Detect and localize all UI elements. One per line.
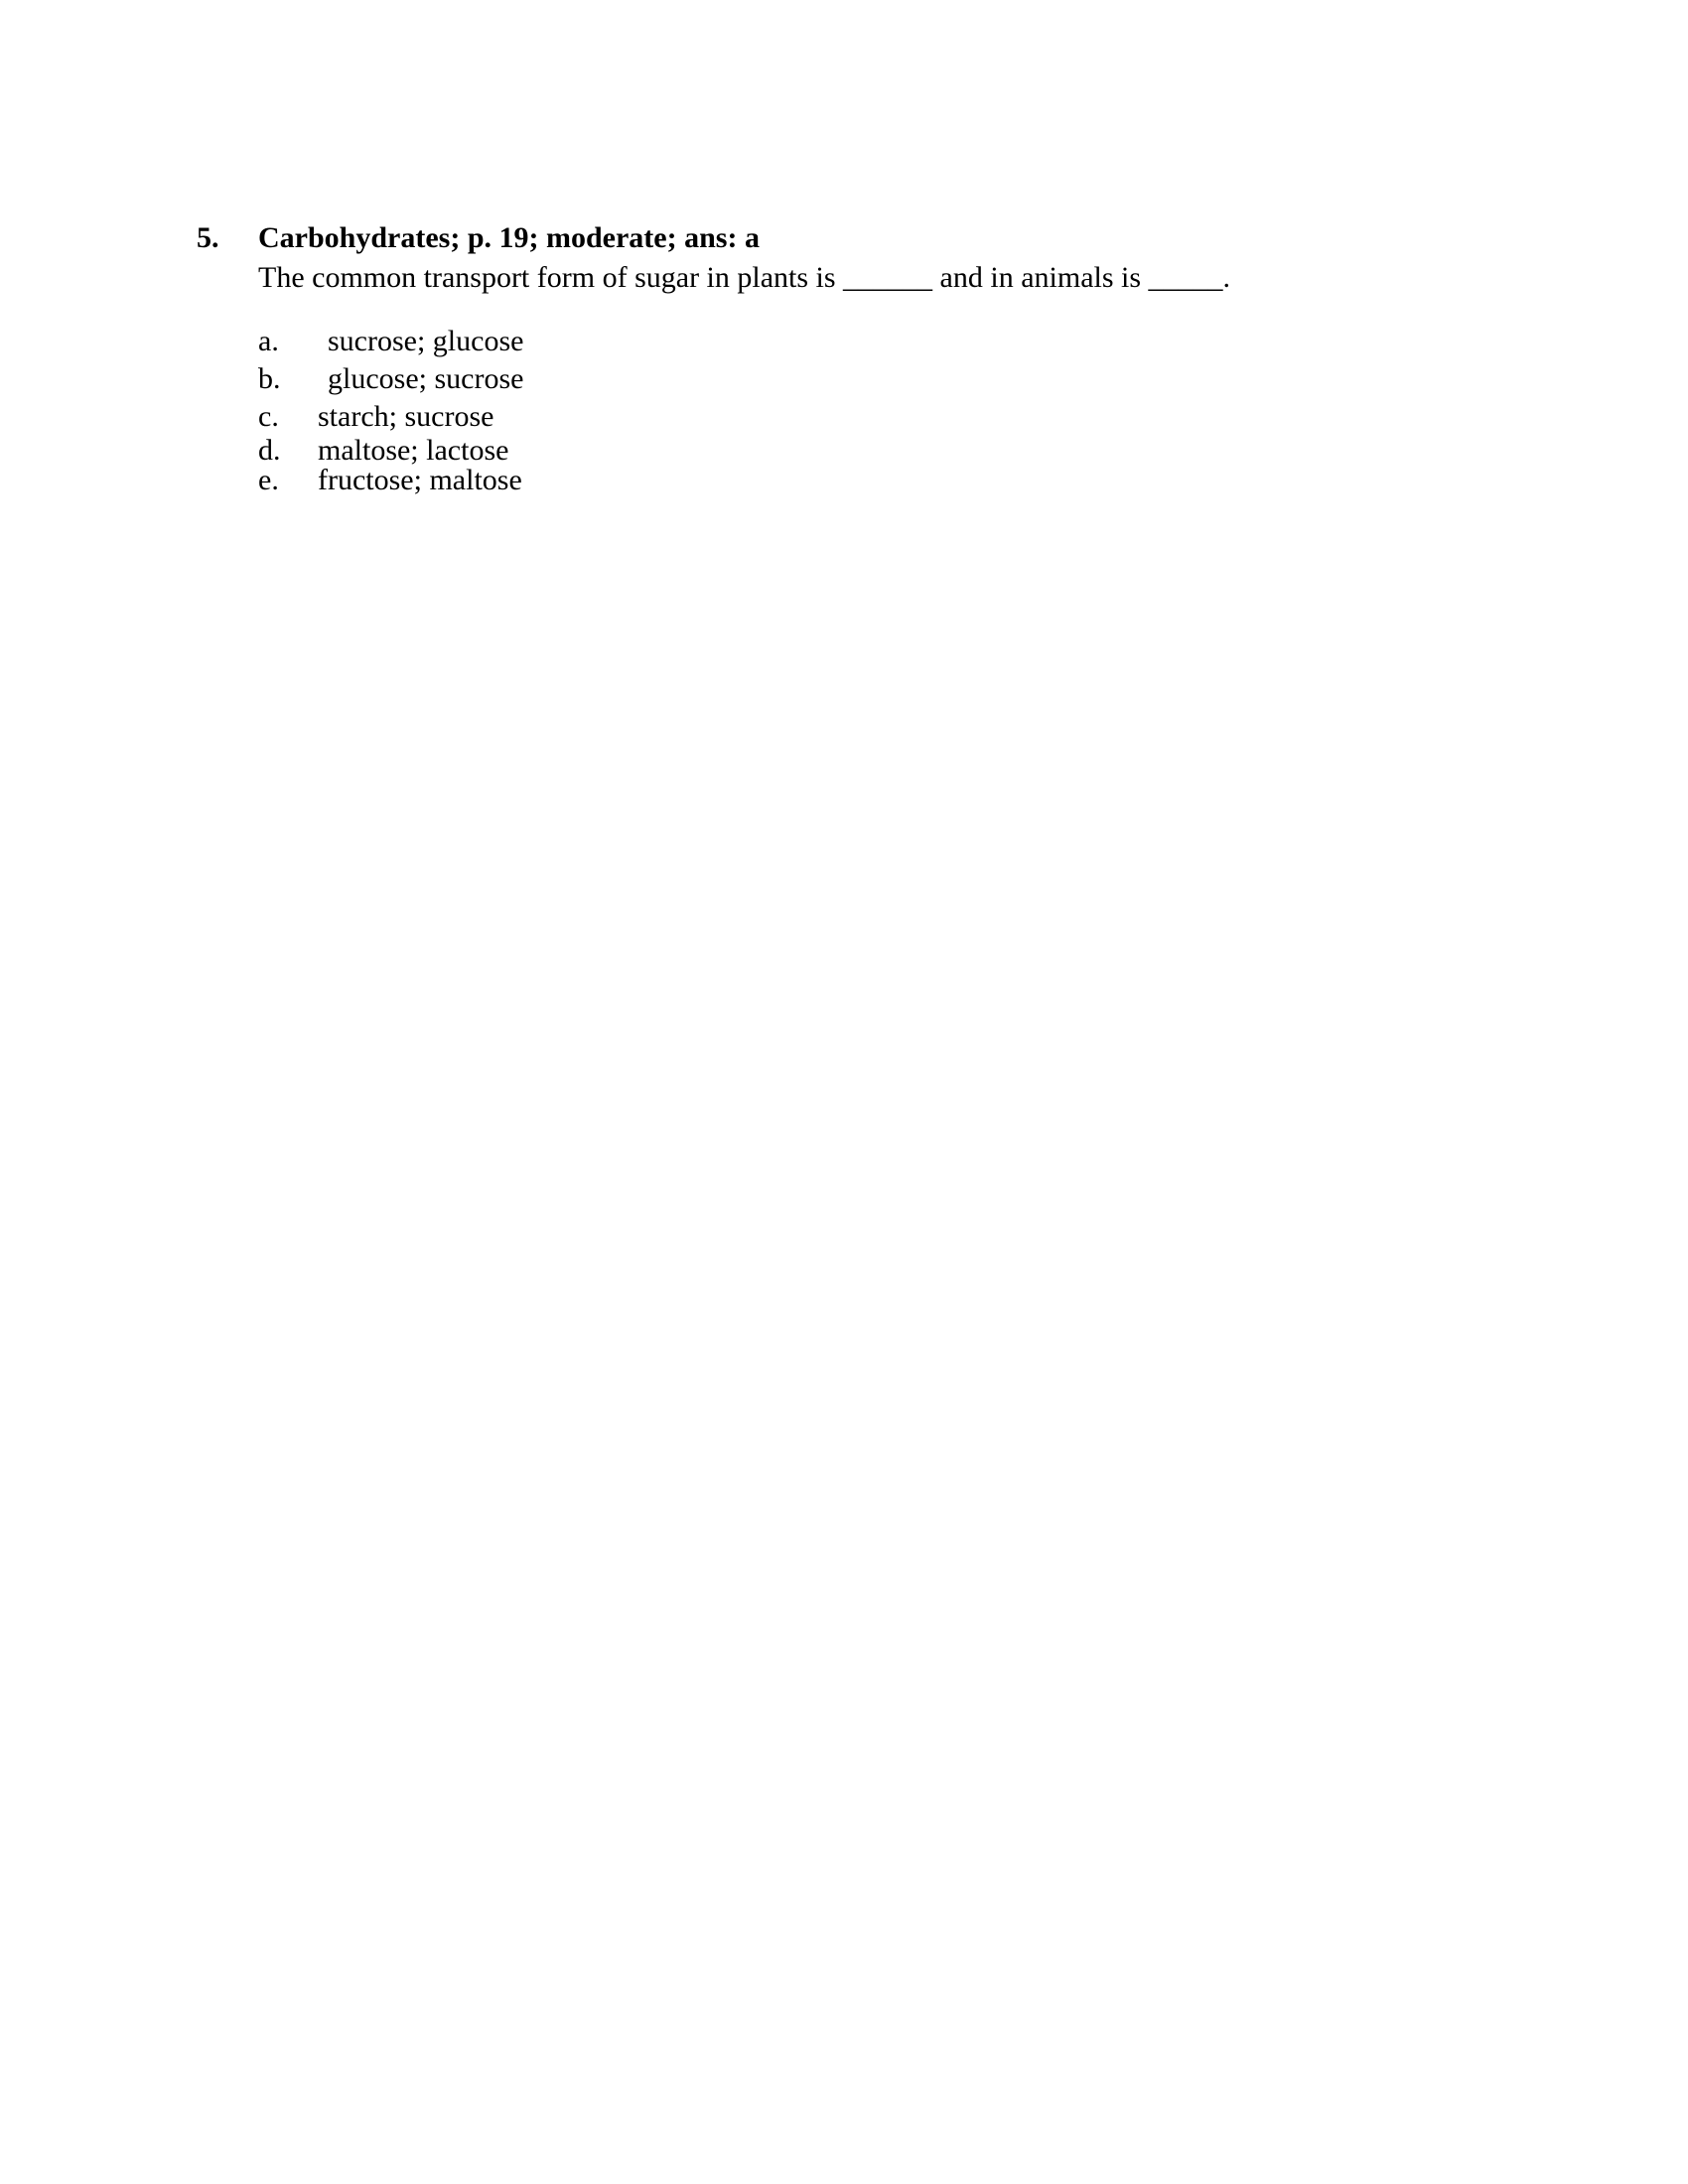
- question-heading: Carbohydrates; p. 19; moderate; ans: a: [258, 221, 760, 254]
- option-letter-e: e.: [258, 464, 279, 496]
- option-text-c: starch; sucrose: [318, 400, 494, 433]
- option-text-d: maltose; lactose: [318, 434, 509, 467]
- option-letter-c: c.: [258, 400, 279, 433]
- question-number: 5.: [197, 221, 219, 254]
- option-text-a: sucrose; glucose: [328, 325, 524, 357]
- option-text-b: glucose; sucrose: [328, 362, 524, 395]
- option-text-e: fructose; maltose: [318, 464, 522, 496]
- option-letter-b: b.: [258, 362, 281, 395]
- option-letter-d: d.: [258, 434, 281, 467]
- question-stem: The common transport form of sugar in plants is ______ and in animals is _____.: [258, 261, 1231, 294]
- option-letter-a: a.: [258, 325, 279, 357]
